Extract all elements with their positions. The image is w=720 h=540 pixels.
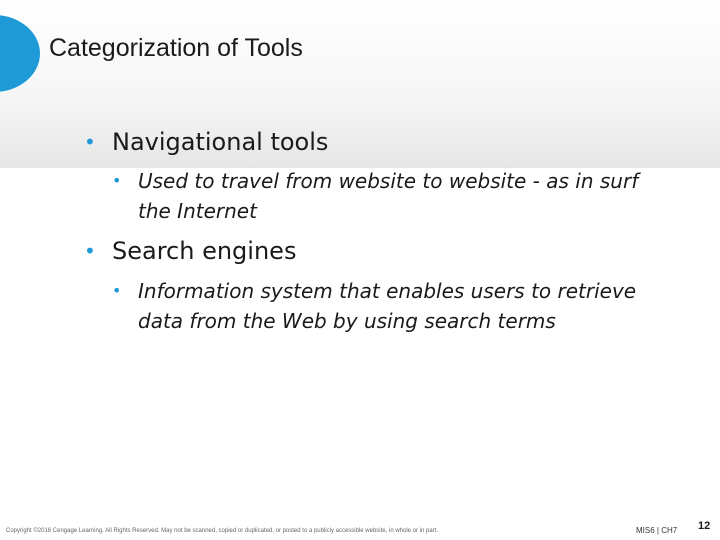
bullet-heading: Search engines (112, 237, 297, 265)
header-band (0, 0, 720, 168)
bullet-dot-icon: • (112, 281, 122, 300)
footer-chapter: MIS6 | CH7 (636, 526, 678, 535)
slide-title: Categorization of Tools (49, 34, 303, 62)
sub-bullet-text: Information system that enables users to retrieve data from the Web by using search terms (138, 279, 637, 333)
bullet-dot-icon: • (84, 130, 96, 154)
sub-bullet-text: Used to travel from website to website - as in surf the Internet (138, 169, 639, 223)
bullet-dot-icon: • (84, 239, 96, 263)
bullet-dot-icon: • (112, 171, 122, 190)
bullet-heading: Navigational tools (112, 128, 329, 156)
footer-copyright: Copyright ©2016 Cengage Learning. All Rights Reserved. May not be scanned, copied or duplicated, or posted to a publicly accessible website, in whole or in part. (6, 528, 439, 534)
page-number: 12 (698, 520, 711, 532)
